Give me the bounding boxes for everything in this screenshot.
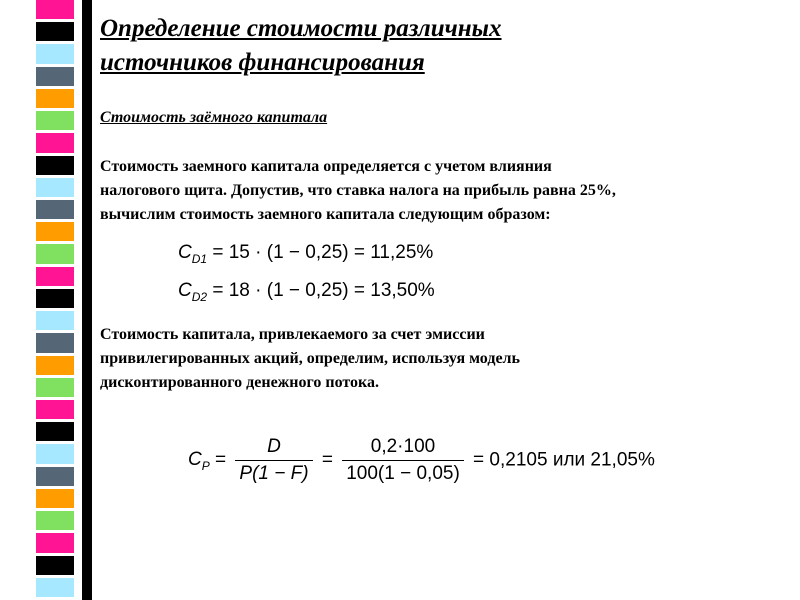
title-line-2: источников финансирования [100, 49, 425, 76]
stripe-segment [36, 200, 74, 219]
formula-cd2 [178, 280, 435, 304]
cp-equals-1: = [209, 449, 232, 471]
cd1-symbol: C [178, 242, 192, 263]
cd1-rhs: = 15 · (1 − 0,25) = 11,25% [207, 242, 434, 263]
stripe-segment [36, 333, 74, 352]
cd2-subscript: D2 [191, 289, 208, 304]
paragraph1-line3: вычислим стоимость заемного капитала следующим образом: [100, 206, 551, 223]
formula-cp [188, 436, 655, 485]
cd2-symbol: C [178, 280, 192, 301]
fraction-d-over-p [235, 436, 312, 485]
stripe-segment [36, 44, 74, 63]
stripe-segment [36, 267, 74, 286]
stripe-segment [36, 0, 74, 19]
paragraph-preferred-stock [100, 323, 760, 395]
cp-result: = 0,2105 или 21,05% [467, 449, 655, 471]
paragraph1-line2: налогового щита. Допустив, что ставка налога на прибыль равна 25%, [100, 182, 616, 199]
stripe-segment [36, 467, 74, 486]
paragraph-debt-cost [100, 155, 760, 227]
stripe-segment [36, 111, 74, 130]
cp-equals-2: = [316, 449, 339, 471]
stripe-segment [36, 22, 74, 41]
stripe-bar-edge [82, 0, 92, 600]
fraction1-denominator: P(1 − F) [239, 463, 309, 484]
stripe-segment [36, 422, 74, 441]
stripe-segment [36, 578, 74, 597]
cp-subscript: P [201, 458, 210, 473]
stripe-segment [36, 244, 74, 263]
paragraph1-line1: Стоимость заемного капитала определяется с учетом влияния [100, 158, 552, 175]
stripe-segment [36, 311, 74, 330]
slide-title [100, 12, 700, 80]
cd1-subscript: D1 [191, 251, 208, 266]
stripe-segment [36, 289, 74, 308]
stripe-segment [36, 133, 74, 152]
fraction1-numerator: D [235, 436, 312, 461]
stripe-segment [36, 489, 74, 508]
paragraph2-line2: привилегированных акций, определим, используя модель [100, 350, 520, 367]
title-line-1: Определение стоимости различных [100, 15, 502, 42]
stripe-segment [36, 511, 74, 530]
stripe-segment [36, 556, 74, 575]
cd2-rhs: = 18 · (1 − 0,25) = 13,50% [207, 280, 435, 301]
stripe-segment [36, 222, 74, 241]
stripe-segment [36, 444, 74, 463]
fraction2-denominator: 100(1 − 0,05) [346, 463, 460, 484]
decorative-stripe-bar [36, 0, 74, 600]
fraction2-numerator: 0,2·100 [342, 436, 464, 461]
section-subtitle: Стоимость заёмного капитала [100, 109, 328, 126]
stripe-segment [36, 400, 74, 419]
formula-cd1 [178, 242, 433, 266]
paragraph2-line3: дисконтированного денежного потока. [100, 374, 379, 391]
paragraph2-line1: Стоимость капитала, привлекаемого за счет эмиссии [100, 326, 485, 343]
stripe-segment [36, 67, 74, 86]
stripe-segment [36, 156, 74, 175]
cp-symbol: C [188, 448, 202, 470]
stripe-segment [36, 378, 74, 397]
stripe-segment [36, 178, 74, 197]
stripe-segment [36, 356, 74, 375]
stripe-segment [36, 89, 74, 108]
fraction-numeric [342, 436, 464, 485]
stripe-segment [36, 533, 74, 552]
